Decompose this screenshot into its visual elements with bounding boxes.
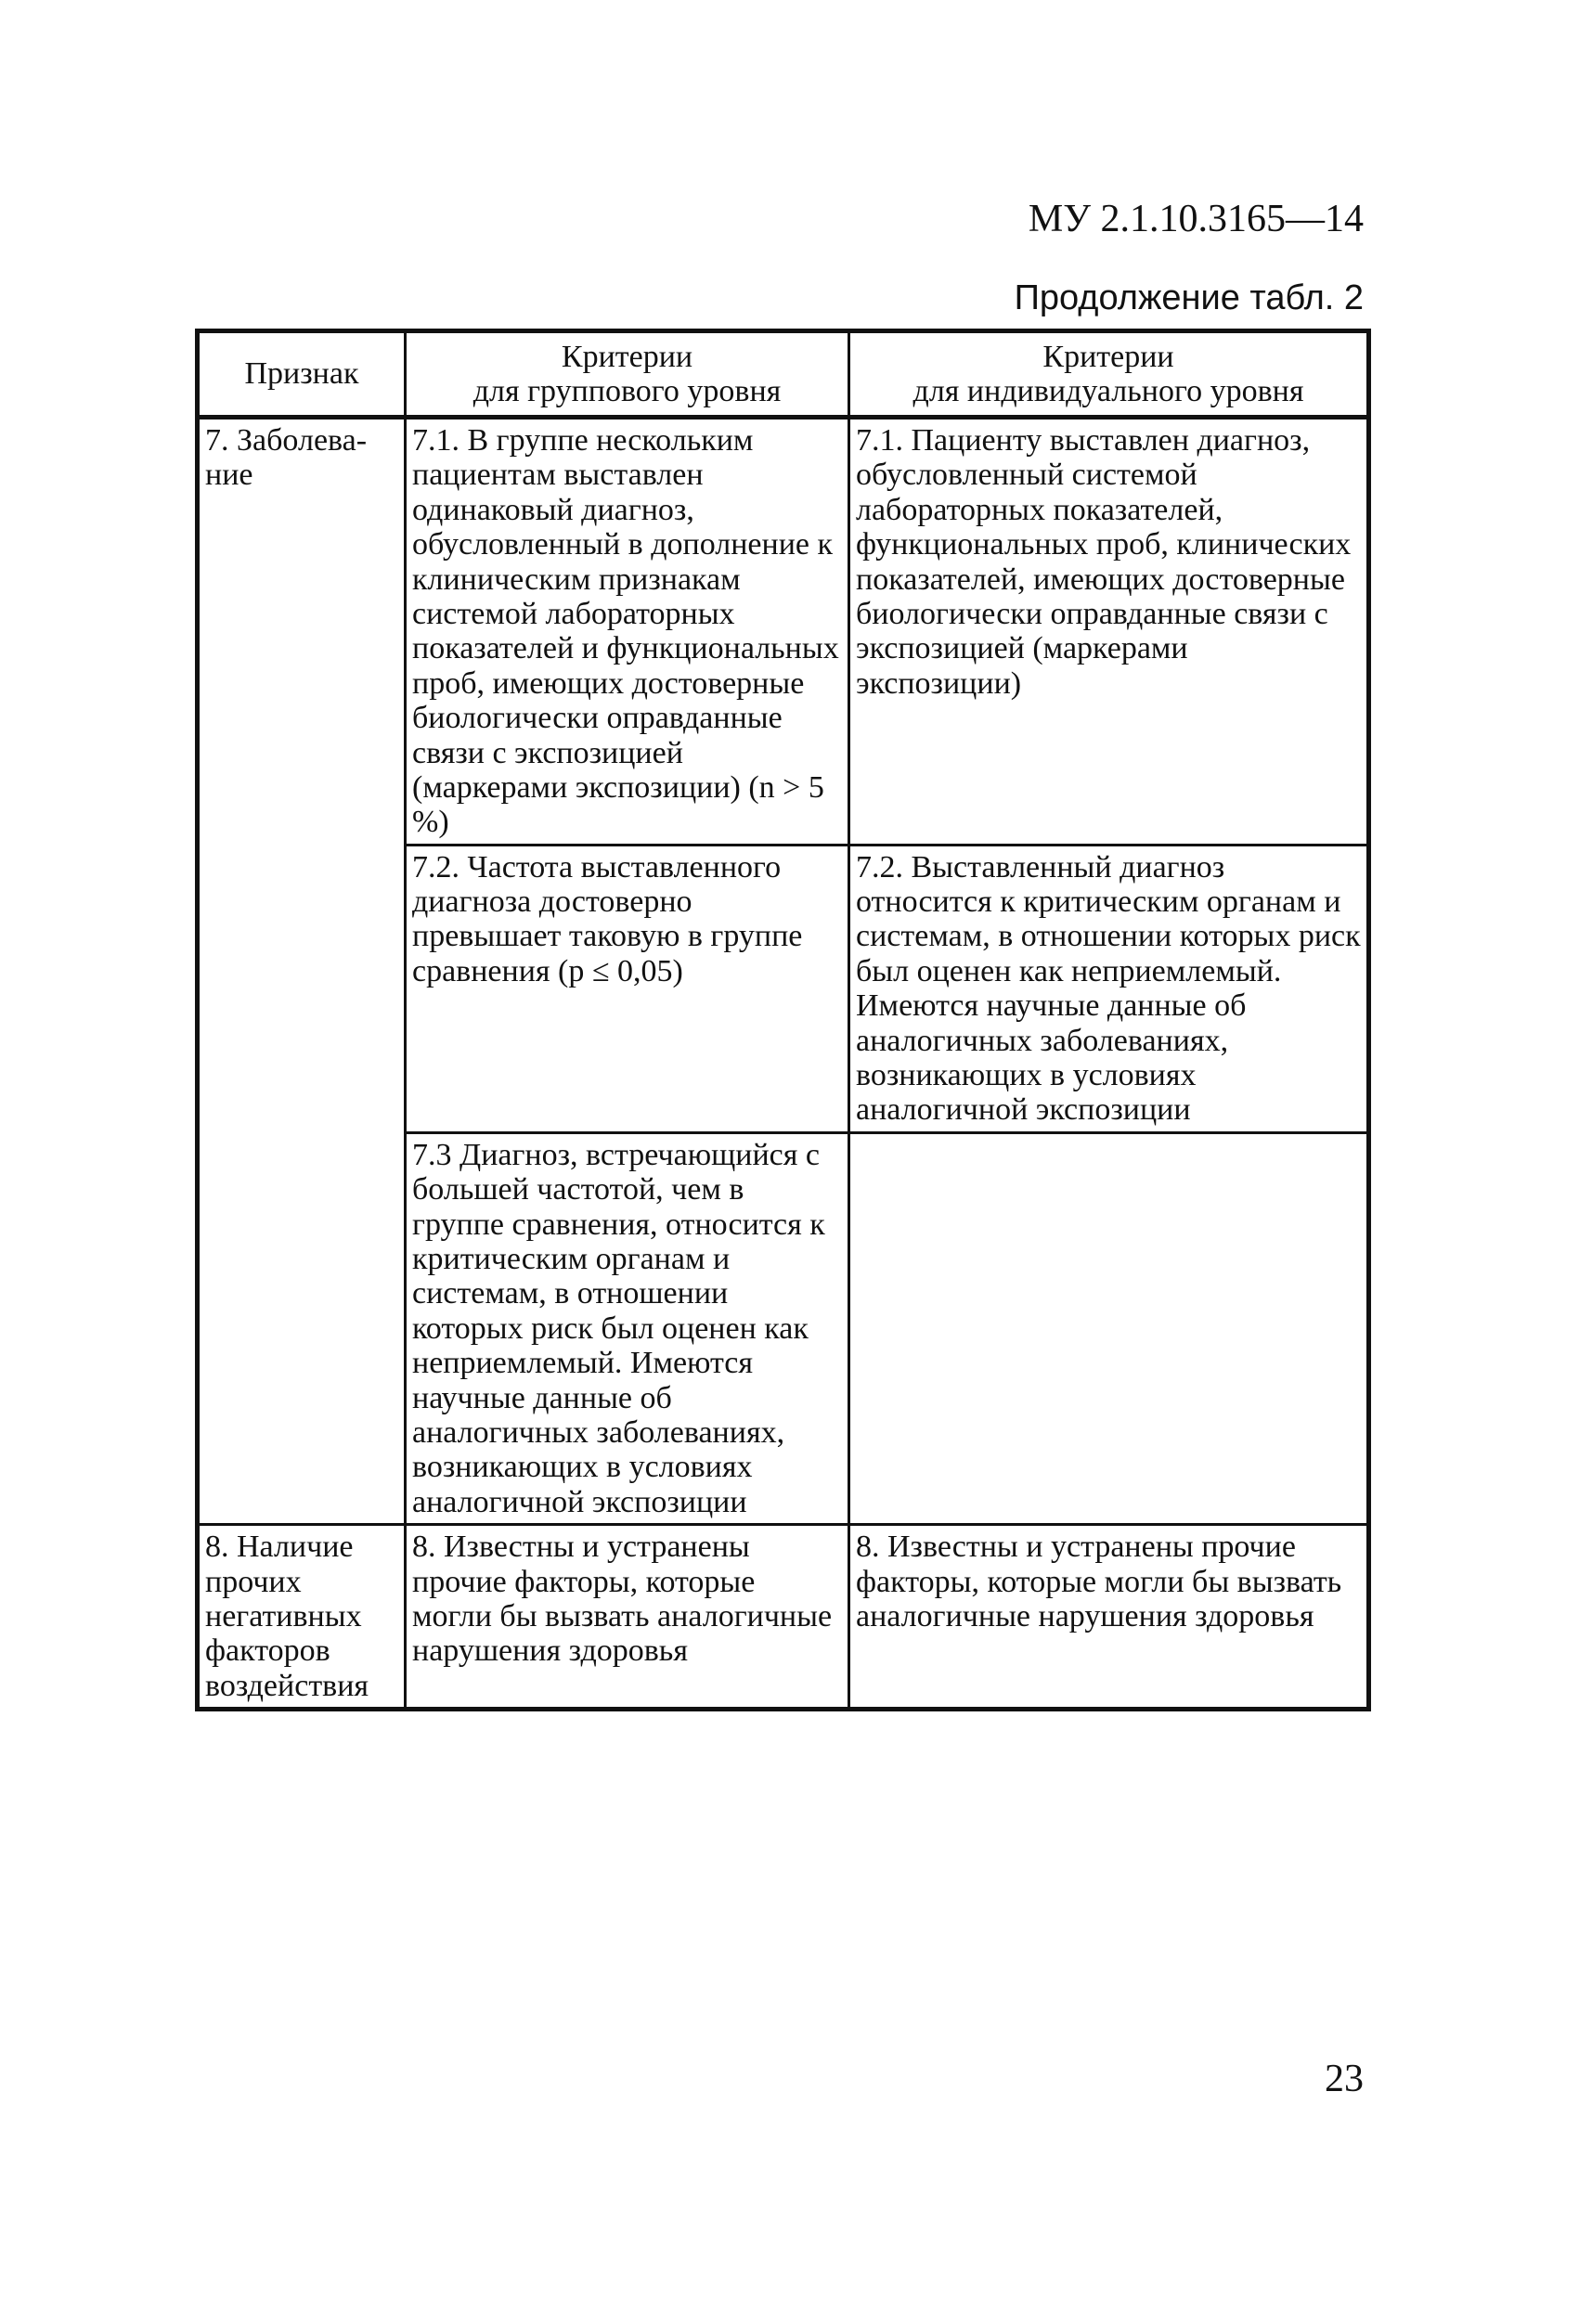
group-criteria-cell: 7.2. Частота выставленного диагноза достоверно превышает таковую в группе сравнения (p ≤ 0,05) <box>406 845 849 1132</box>
individual-criteria-cell: 8. Известны и устранены прочие факторы, которые могли бы вызвать аналогичные нарушения здоровья <box>849 1525 1369 1710</box>
column-header-group-criteria: Критерии для группового уровня <box>406 331 849 418</box>
column-header-sign: Признак <box>198 331 406 418</box>
group-criteria-cell: 7.3 Диагноз, встречающийся с большей частотой, чем в группе сравнения, относится к критическим органам и системам, в отношении которых риск был оценен как неприемлемый. Имеются научные данные об аналогичных заболеваниях, возникающих в условиях аналогичной экспозиции <box>406 1132 849 1524</box>
individual-criteria-cell: 7.2. Выставленный диагноз относится к критическим органам и системам, в отношении которых риск был оценен как неприемлемый. Имеются научные данные об аналогичных заболеваниях, возникающих в условиях аналогичной экспозиции <box>849 845 1369 1132</box>
sign-cell: 7. Заболева- ние <box>198 418 406 1525</box>
page-number: 23 <box>1325 2058 1364 2100</box>
column-header-individual-criteria: Критерии для индивидуального уровня <box>849 331 1369 418</box>
table-continuation-label: Продолжение табл. 2 <box>1014 278 1364 317</box>
document-code: МУ 2.1.10.3165—14 <box>1028 198 1364 240</box>
table-header-row <box>198 331 1369 418</box>
individual-criteria-cell: 7.1. Пациенту выставлен диагноз, обусловленный системой лабораторных показателей, функциональных проб, клинических показателей, имеющих достоверные биологически оправданные связи с экспозицией (маркерами экспозиции) <box>849 418 1369 846</box>
criteria-table <box>195 329 1371 1711</box>
group-criteria-cell: 8. Известны и устранены прочие факторы, которые могли бы вызвать аналогичные нарушения здоровья <box>406 1525 849 1710</box>
sign-cell: 8. Наличие прочих негативных факторов воздействия <box>198 1525 406 1710</box>
group-criteria-cell: 7.1. В группе нескольким пациентам выставлен одинаковый диагноз, обусловленный в дополнение к клиническим признакам системой лабораторных показателей и функциональных проб, имеющих достоверные биологически оправданные связи с экспозицией (маркерами экспозиции) (n > 5 %) <box>406 418 849 846</box>
table-row <box>198 418 1369 846</box>
table-row <box>198 1525 1369 1710</box>
individual-criteria-cell <box>849 1132 1369 1524</box>
